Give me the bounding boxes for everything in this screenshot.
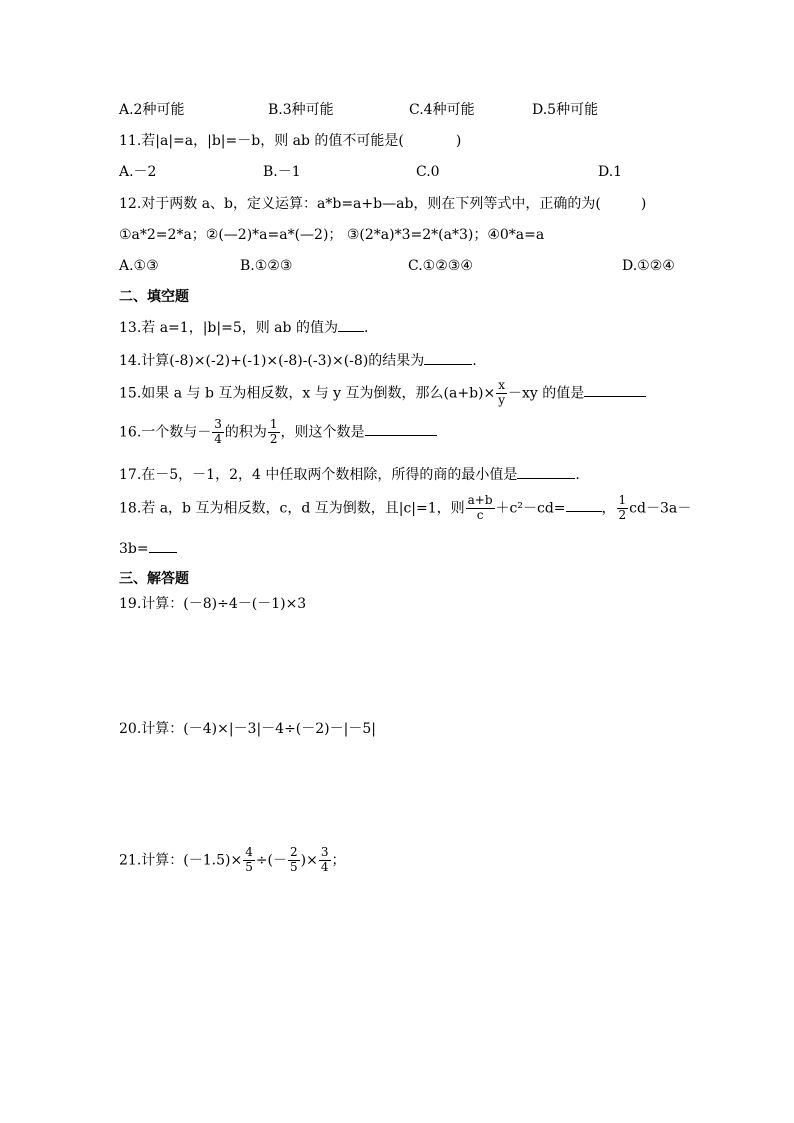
answer-blank [365,434,437,436]
fraction-two-fifths: $\frac{2}{5}$ [290,845,298,874]
q11-option-b: B.－1 [263,164,301,180]
question-13-text: 13.若 a=1，|b|=5，则 ab 的值为 [119,320,338,336]
q11-option-d: D.1 [598,164,623,180]
question-18: 18.若 a，b 互为相反数，c，d 互为倒数，且|c|=1，则 $\frac{a+b}{c}$ ＋c²－cd= ， $\frac{1}{2}$ cd－3a－ [119,493,692,522]
fraction-three-quarters: $\frac{3}{4}$ [320,845,329,874]
question-16: 16.一个数与－ $\frac{3}{4}$ 的积为 $\frac{1}{2}$ ，则这个数是 [119,418,437,447]
question-12-close-paren: ) [640,196,647,212]
question-17: 17.在－5，－1，2，4 中任取两个数相除，所得的商的最小值是 . [119,467,580,483]
q10-option-a: A.2种可能 [119,102,185,118]
question-20: 20.计算：(－4)×|－3|－4÷(－2)－|－5| [119,721,376,737]
question-15: 15.如果 a 与 b 互为相反数，x 与 y 互为倒数，那么(a+b)× $\frac{x}{y}$ －xy 的值是 [119,379,646,408]
question-12-text: 12.对于两数 a、b，定义运算：a*b=a+b—ab，则在下列等式中，正确的为( [119,196,601,212]
question-11-text: 11.若|a|=a，|b|=－b，则 ab 的值不可能是( [119,133,404,149]
answer-blank [424,363,472,365]
section-2-title: 二、填空题 [119,289,189,305]
section-3-title: 三、解答题 [119,571,189,587]
question-19: 19.计算：(－8)÷4－(－1)×3 [119,596,307,612]
q12-option-d: D.①②④ [622,258,675,274]
question-16-text: 16.一个数与－ [119,424,212,441]
question-18-text: 18.若 a，b 互为相反数，c，d 互为倒数，且|c|=1，则 [119,500,465,517]
q10-option-b: B.3种可能 [268,102,334,118]
question-12-stem [119,197,646,211]
fraction-a-plus-b-over-c: $\frac{a+b}{c}$ [467,493,493,522]
question-11-stem [119,134,461,148]
q10-option-c: C.4种可能 [409,102,475,118]
question-14-text: 14.计算(-8)×(-2)+(-1)×(-8)-(-3)×(-8)的结果为 [119,353,425,369]
q12-option-b: B.①②③ [240,258,293,274]
q12-option-c: C.①②③④ [408,258,473,274]
question-21: 21.计算：(－1.5)× $\frac{4}{5}$ ÷(－ $\frac{2}{5}$ )× $\frac{3}{4}$ ； [119,845,346,874]
question-12-items: ①a*2=2*a；②(—2)*a=a*(—2)； ③(2*a)*3=2*(a*3)；④0*a=a [119,227,545,243]
answer-blank [584,395,646,397]
question-11-close-paren: ) [455,133,462,149]
q10-option-d: D.5种可能 [532,102,599,118]
question-13: 13.若 a=1，|b|=5，则 ab 的值为 . [119,320,369,336]
answer-blank [149,551,177,553]
answer-blank [566,510,602,512]
question-14: 14.计算(-8)×(-2)+(-1)×(-8)-(-3)×(-8)的结果为 . [119,353,477,369]
q12-option-a: A.①③ [119,258,159,274]
fraction-four-fifths: $\frac{4}{5}$ [245,845,253,874]
q11-option-c: C.0 [416,164,440,180]
fraction-one-half: $\frac{1}{2}$ [618,493,627,522]
question-17-text: 17.在－5，－1，2，4 中任取两个数相除，所得的商的最小值是 [119,467,518,483]
fraction-one-half: $\frac{1}{2}$ [269,417,278,446]
fraction-x-over-y: $\frac{x}{y}$ [498,378,506,407]
question-21-text: 21.计算：(－1.5)× [119,852,243,869]
answer-blank [338,330,364,332]
fraction-three-quarters: $\frac{3}{4}$ [214,417,222,446]
q11-option-a: A.－2 [119,164,157,180]
question-18-continued: 3b= [119,542,177,556]
question-15-text: 15.如果 a 与 b 互为相反数，x 与 y 互为倒数，那么(a+b)× [119,385,496,402]
answer-blank [517,477,575,479]
